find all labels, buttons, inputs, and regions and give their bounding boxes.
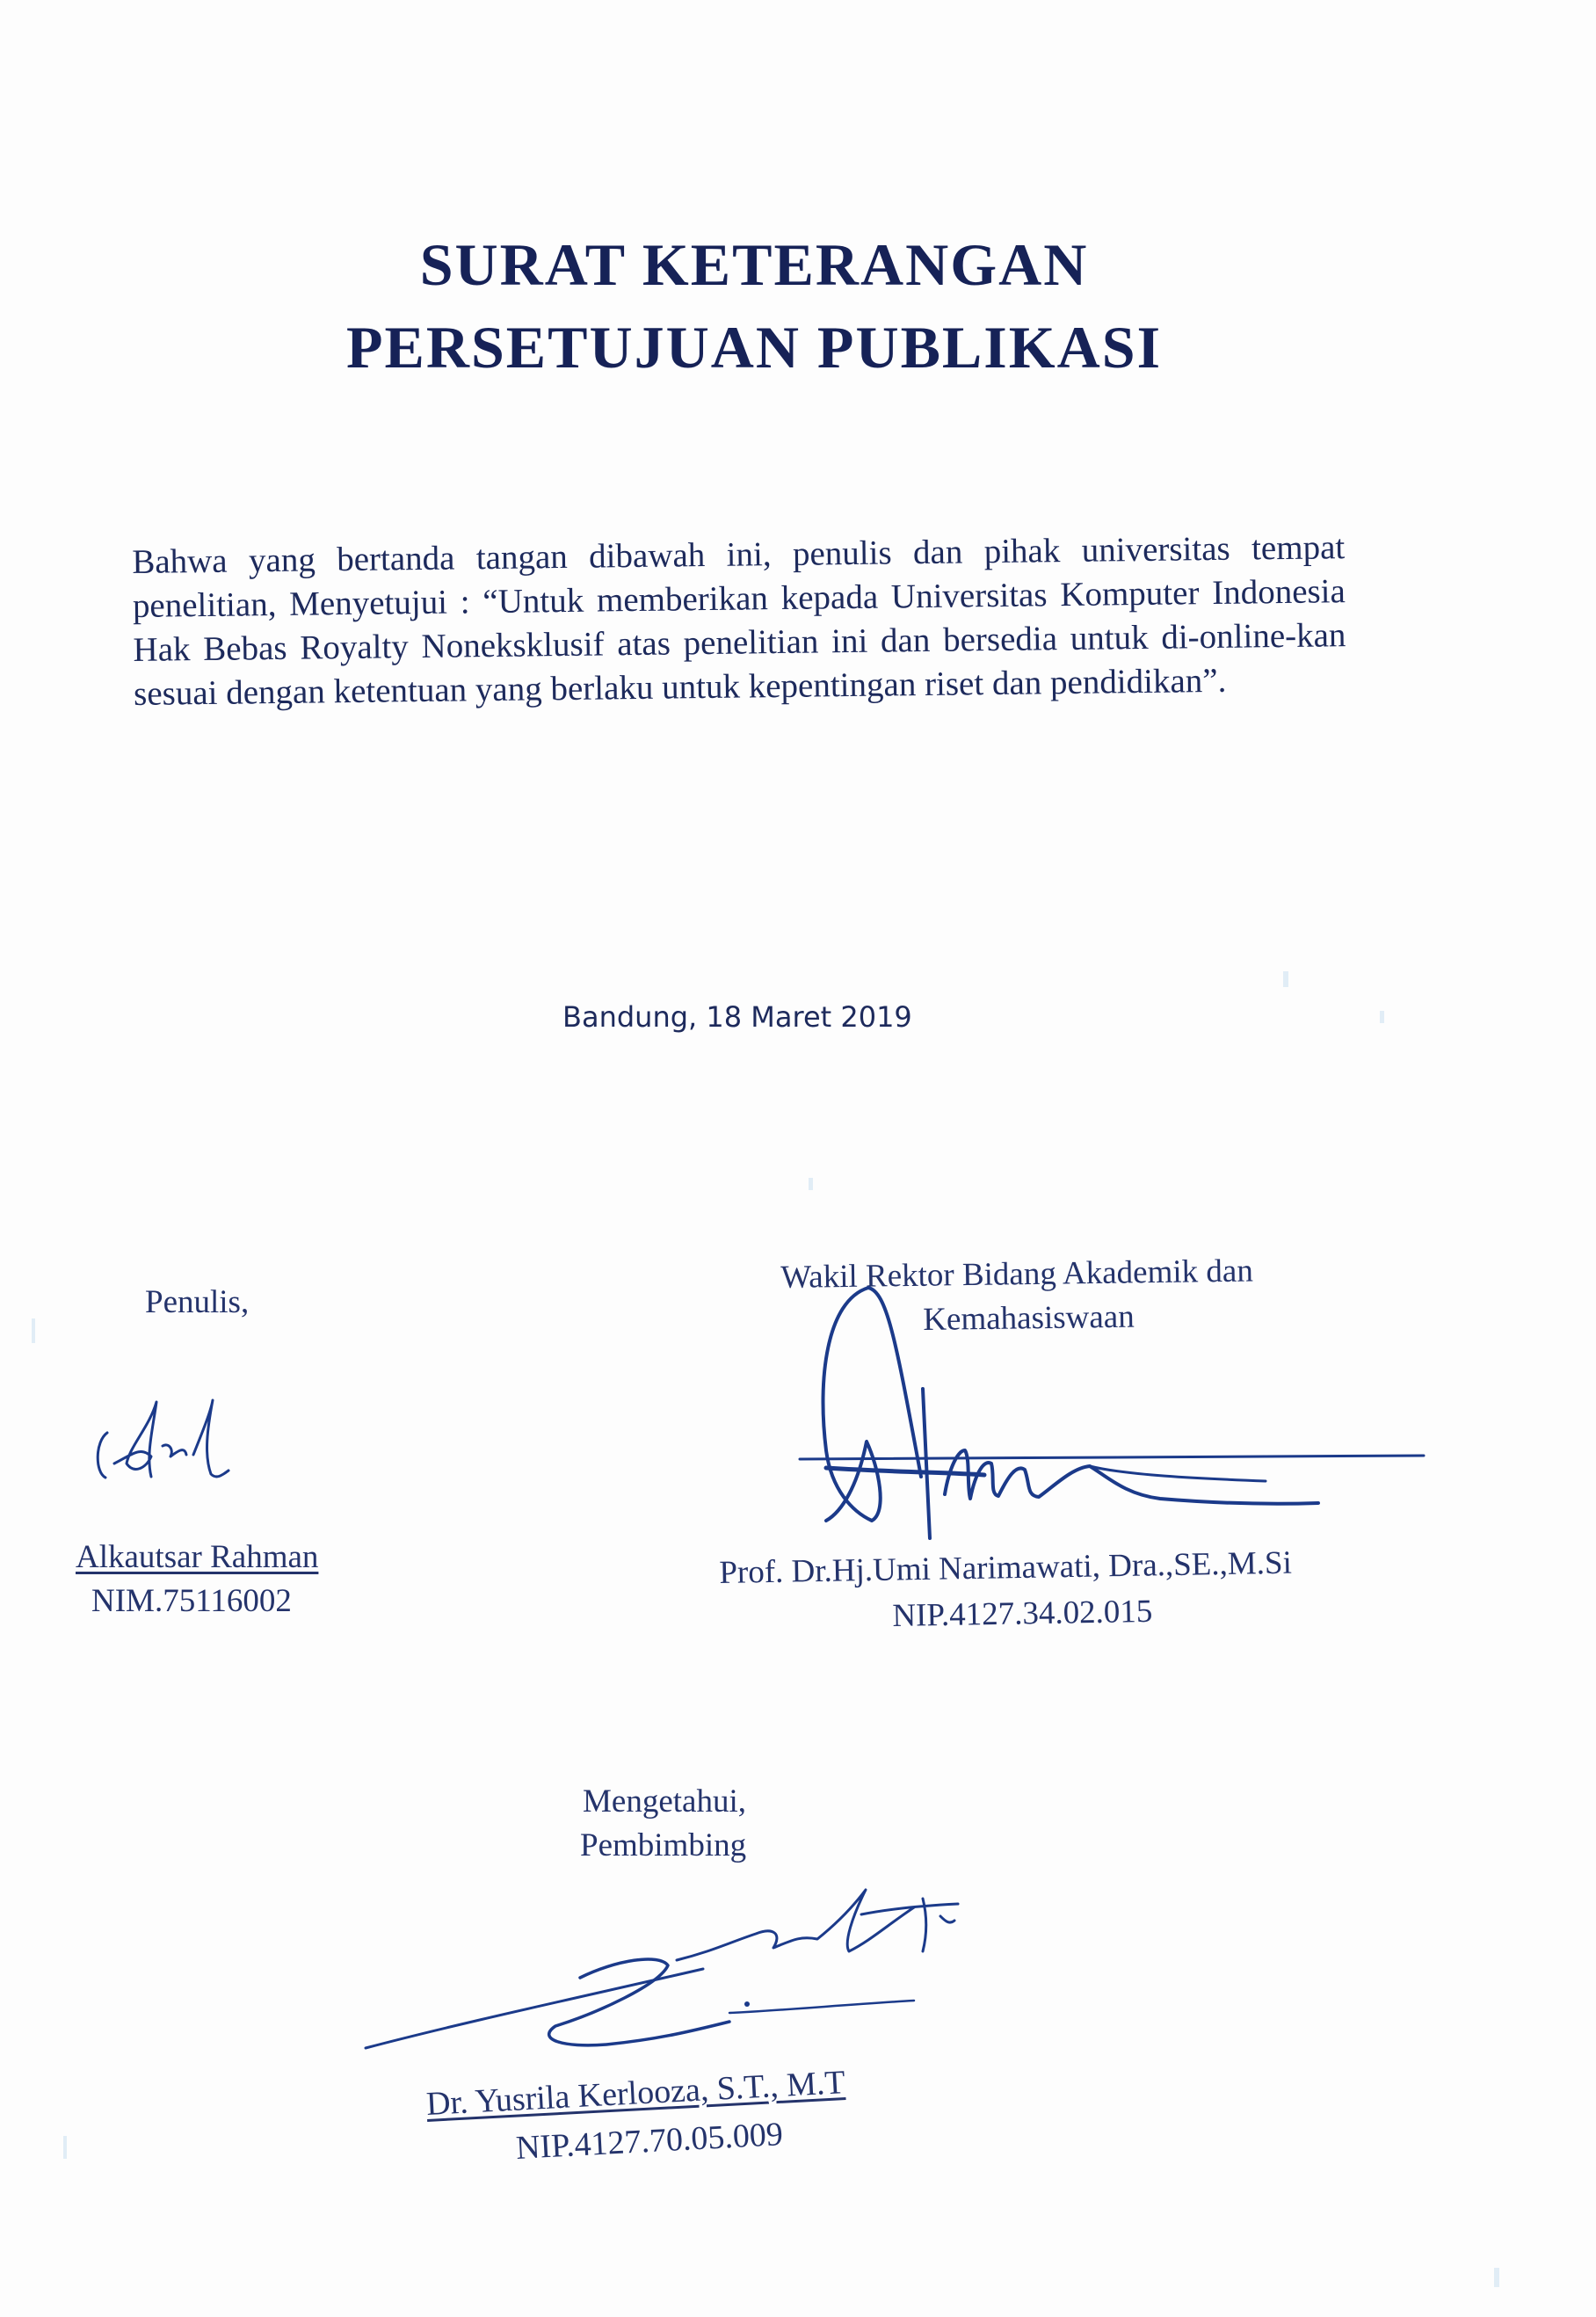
place-date: Bandung, 18 Maret 2019 bbox=[562, 1000, 912, 1034]
document-title-line-2: PERSETUJUAN PUBLIKASI bbox=[345, 314, 1163, 381]
author-nim: NIM.75116002 bbox=[91, 1583, 292, 1619]
supervisor-name: Dr. Yusrila Kerlooza, S.T., M.T bbox=[425, 2064, 846, 2123]
vice-rector-role-line-1: Wakil Rektor Bidang Akademik dan bbox=[780, 1253, 1254, 1296]
scan-speck bbox=[1380, 1011, 1384, 1023]
vice-rector-signature bbox=[791, 1248, 1441, 1538]
vice-rector-role-line-2: Kemahasiswaan bbox=[923, 1298, 1135, 1338]
scan-speck bbox=[63, 2136, 67, 2159]
author-signature bbox=[88, 1393, 246, 1499]
document-title-line-1: SURAT KETERANGAN bbox=[419, 231, 1089, 298]
supervisor-signature bbox=[360, 1872, 1046, 2066]
agreement-paragraph: Bahwa yang bertanda tangan dibawah ini, penulis dan pihak universitas tempat penelitian, Menyetujui : “Untuk memberikan kepada Universitas Komputer Indonesia Hak Bebas Royalty Noneksklusif atas penelitian ini dan bersedia untuk di-online-kan sesuai dengan ketentuan yang berlaku untuk kepentingan riset dan pendidikan”. bbox=[132, 528, 1346, 713]
scan-speck bbox=[1283, 971, 1288, 987]
scan-speck bbox=[1494, 2268, 1499, 2287]
author-name: Alkautsar Rahman bbox=[76, 1539, 319, 1575]
vice-rector-nip: NIP.4127.34.02.015 bbox=[892, 1593, 1153, 1634]
author-role-label: Penulis, bbox=[145, 1284, 250, 1320]
scan-speck bbox=[32, 1318, 35, 1343]
vice-rector-name: Prof. Dr.Hj.Umi Narimawati, Dra.,SE.,M.Si bbox=[719, 1544, 1293, 1591]
supervisor-role-line-1: Mengetahui, bbox=[583, 1783, 746, 1819]
scan-speck bbox=[809, 1178, 813, 1190]
supervisor-nip: NIP.4127.70.05.009 bbox=[515, 2116, 784, 2167]
supervisor-role-line-2: Pembimbing bbox=[580, 1827, 747, 1863]
